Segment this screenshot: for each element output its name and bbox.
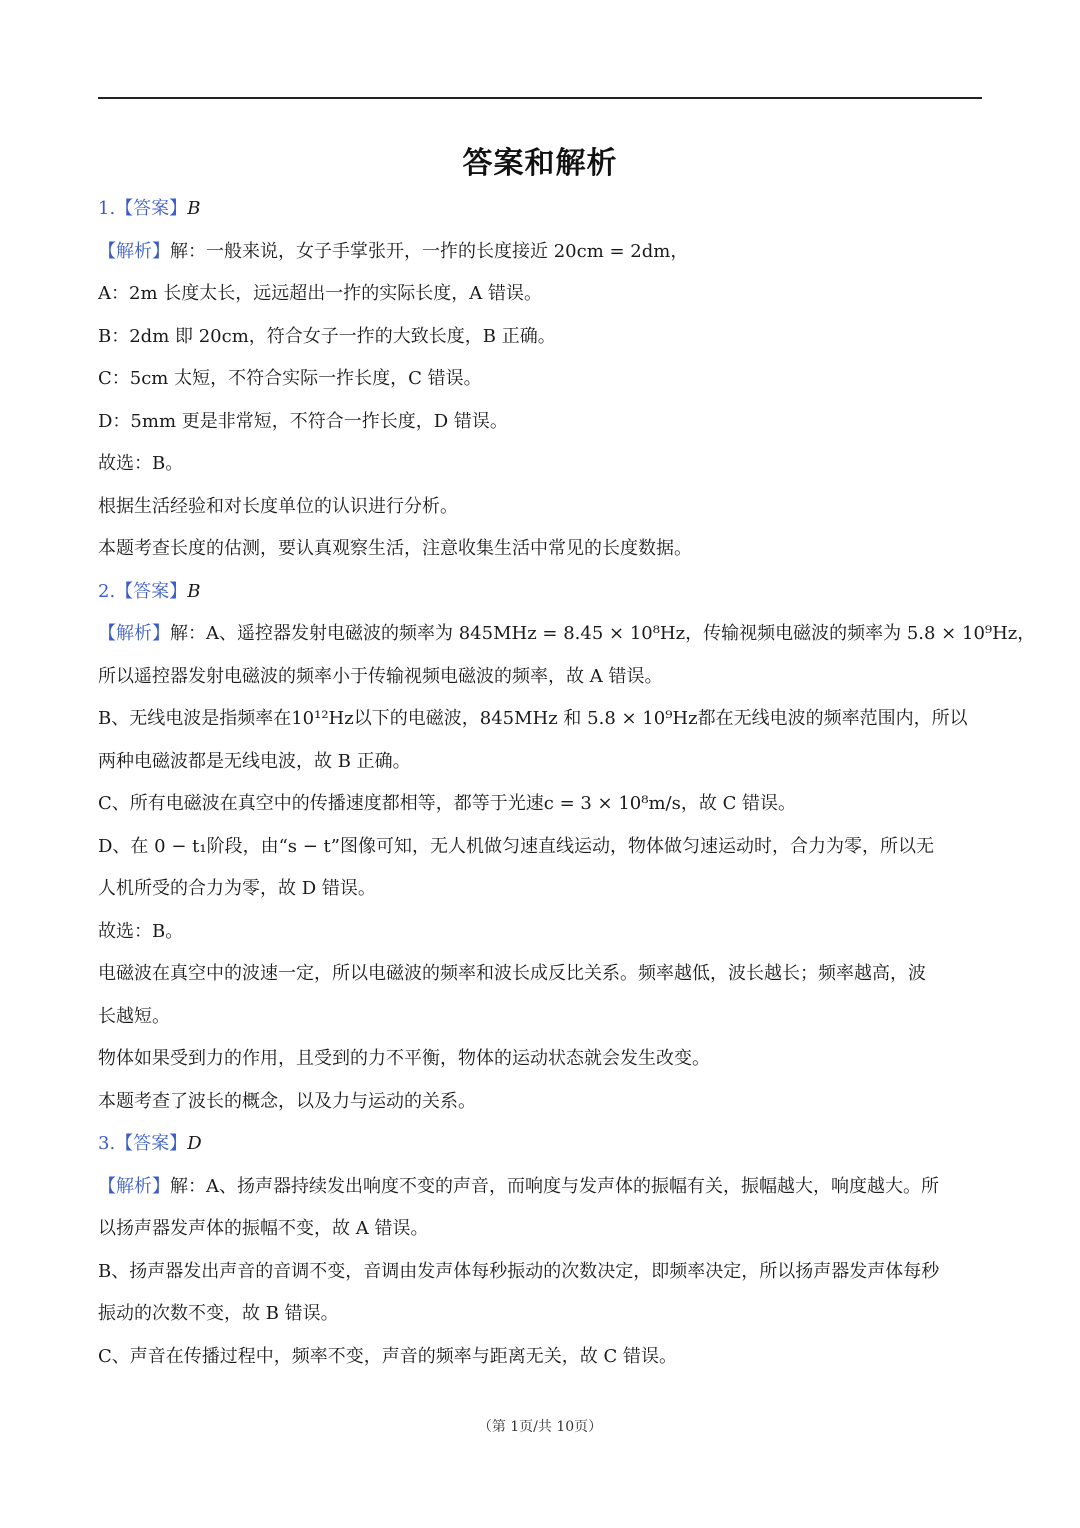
q2-analysis-line [98,613,1036,656]
analysis-line: C、声音在传播过程中，频率不变，声音的频率与距离无关，故 C 错误。 [98,1345,677,1367]
q1-analysis-line [98,231,982,274]
page-title: 答案和解析 [462,146,618,181]
analysis-line: D、在 0 − t₁阶段，由“s − t”图像可知，无人机做匀速直线运动，物体做匀速运动时，合力为零，所以无 [98,835,934,857]
analysis-text: 解：A、扬声器持续发出响度不变的声音，而响度与发声体的振幅有关，振幅越大，响度越大。所 [170,1175,939,1197]
analysis-line: B、无线电波是指频率在10¹²Hz以下的电磁波，845MHz 和 5.8 × 10⁹Hz都在无线电波的频率范围内，所以 [98,708,968,729]
analysis-line: 故选：B。 [98,920,184,942]
analysis-line: 本题考查长度的估测，要认真观察生活，注意收集生活中常见的长度数据。 [98,538,692,559]
analysis-line: C：5cm 太短，不符合实际一拃长度，C 错误。 [98,368,482,389]
header-rule [98,97,982,99]
page-footer: （第 1页/共 10页） [477,1419,603,1435]
q3-analysis-line [98,1166,982,1209]
analysis-label: 【解析】 [98,1175,170,1197]
analysis-line: A：2m 长度太长，远远超出一拃的实际长度，A 错误。 [98,283,542,304]
q1-answer [98,188,982,231]
analysis-line: 以扬声器发声体的振幅不变，故 A 错误。 [98,1218,429,1239]
answer-label: 2.【答案】 [98,580,188,602]
answer-value: D [187,1133,202,1154]
q2-answer [98,571,982,614]
analysis-line: 物体如果受到力的作用，且受到的力不平衡，物体的运动状态就会发生改变。 [98,1048,710,1069]
analysis-line: B：2dm 即 20cm，符合女子一拃的大致长度，B 正确。 [98,325,556,347]
analysis-label: 【解析】 [98,240,170,262]
analysis-line: 振动的次数不变，故 B 错误。 [98,1303,339,1324]
analysis-line: 两种电磁波都是无线电波，故 B 正确。 [98,750,411,772]
analysis-line: B、扬声器发出声音的音调不变，音调由发声体每秒振动的次数决定，即频率决定，所以扬声器发声体每秒 [98,1260,940,1282]
answer-value: B [187,198,201,219]
analysis-line: D：5mm 更是非常短，不符合一拃长度，D 错误。 [98,410,508,432]
analysis-line: 长越短。 [98,1005,170,1027]
answer-value: B [187,580,201,602]
analysis-text: 解：A、遥控器发射电磁波的频率为 845MHz = 8.45 × 10⁸Hz，传输视频电磁波的频率为 5.8 × 10⁹Hz， [170,623,1036,644]
answer-label: 1.【答案】 [98,198,188,219]
analysis-line: 本题考查了波长的概念，以及力与运动的关系。 [98,1090,476,1112]
analysis-line: 电磁波在真空中的波速一定，所以电磁波的频率和波长成反比关系。频率越低，波长越长；频率越高，波 [98,963,926,984]
analysis-line: 根据生活经验和对长度单位的认识进行分析。 [98,495,458,517]
analysis-line: 人机所受的合力为零，故 D 错误。 [98,878,376,899]
analysis-line: 所以遥控器发射电磁波的频率小于传输视频电磁波的频率，故 A 错误。 [98,665,663,687]
answer-label: 3.【答案】 [98,1133,188,1154]
analysis-line: 故选：B。 [98,453,184,474]
analysis-text: 解：一般来说，女子手掌张开，一拃的长度接近 20cm = 2dm， [170,240,689,262]
analysis-line: C、所有电磁波在真空中的传播速度都相等，都等于光速c = 3 × 10⁸m/s，故 C 错误。 [98,793,797,814]
q3-answer [98,1123,982,1166]
analysis-label: 【解析】 [98,623,170,644]
answer-content [98,188,1036,1378]
